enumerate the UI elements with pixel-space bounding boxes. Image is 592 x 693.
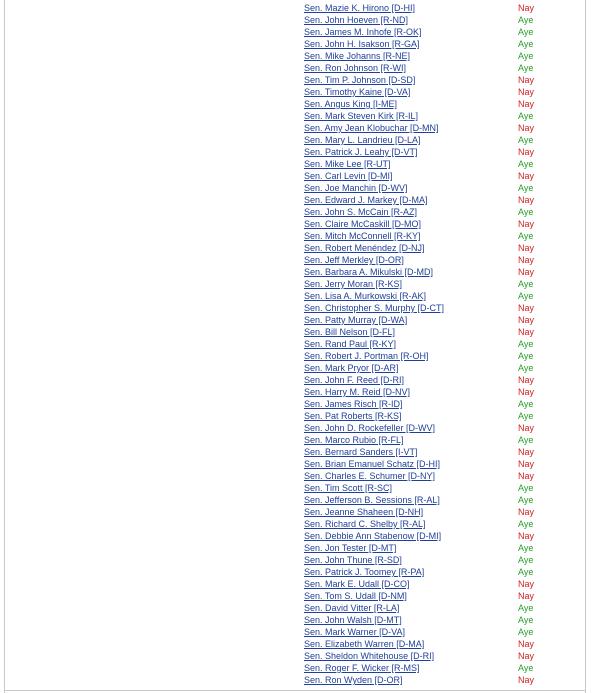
- vote-value: Aye: [518, 603, 534, 613]
- senator-link[interactable]: Sen. Mary L. Landrieu [D-LA]: [304, 135, 421, 145]
- senator-link[interactable]: Sen. Mitch McConnell [R-KY]: [304, 231, 421, 241]
- table-row: [304, 554, 574, 566]
- senator-link[interactable]: Sen. Pat Roberts [R-KS]: [304, 411, 402, 421]
- table-row: [304, 422, 574, 434]
- vote-value: Aye: [518, 339, 534, 349]
- vote-value: Aye: [518, 135, 534, 145]
- senator-link[interactable]: Sen. Timothy Kaine [D-VA]: [304, 87, 411, 97]
- table-row: [304, 674, 574, 686]
- vote-value: Nay: [518, 591, 535, 601]
- senator-link[interactable]: Sen. Debbie Ann Stabenow [D-MI]: [304, 531, 442, 541]
- table-row: [304, 662, 574, 674]
- table-row: [304, 638, 574, 650]
- vote-value: Nay: [518, 147, 535, 157]
- vote-value: Aye: [518, 39, 534, 49]
- table-row: [304, 338, 574, 350]
- senator-link[interactable]: Sen. Mark E. Udall [D-CO]: [304, 579, 410, 589]
- table-row: [304, 278, 574, 290]
- table-row: [304, 494, 574, 506]
- table-row: [304, 470, 574, 482]
- vote-value: Nay: [518, 315, 535, 325]
- senator-link[interactable]: Sen. Angus King [I-ME]: [304, 99, 398, 109]
- table-row: [304, 74, 574, 86]
- senator-link[interactable]: Sen. John Walsh [D-MT]: [304, 615, 402, 625]
- vote-value: Aye: [518, 15, 534, 25]
- vote-value: Nay: [518, 447, 535, 457]
- vote-value: Aye: [518, 231, 534, 241]
- table-row: [304, 266, 574, 278]
- vote-value: Nay: [518, 579, 535, 589]
- senator-link[interactable]: Sen. Bill Nelson [D-FL]: [304, 327, 396, 337]
- table-row: [304, 374, 574, 386]
- senator-link[interactable]: Sen. Jon Tester [D-MT]: [304, 543, 397, 553]
- vote-value: Aye: [518, 663, 534, 673]
- vote-value: Aye: [518, 291, 534, 301]
- table-row: [304, 62, 574, 74]
- table-row: [304, 350, 574, 362]
- senator-link[interactable]: Sen. Christopher S. Murphy [D-CT]: [304, 303, 445, 313]
- senator-link[interactable]: Sen. James M. Inhofe [R-OK]: [304, 27, 422, 37]
- table-row: [304, 158, 574, 170]
- senator-link[interactable]: Sen. Mark Pryor [D-AR]: [304, 363, 399, 373]
- table-row: [304, 530, 574, 542]
- senator-link[interactable]: Sen. Tom S. Udall [D-NM]: [304, 591, 407, 601]
- senator-link[interactable]: Sen. Lisa A. Murkowski [R-AK]: [304, 291, 427, 301]
- senator-link[interactable]: Sen. John Hoeven [R-ND]: [304, 15, 409, 25]
- table-row: [304, 362, 574, 374]
- table-row: [304, 410, 574, 422]
- table-row: [304, 434, 574, 446]
- vote-value: Aye: [518, 51, 534, 61]
- vote-value: Nay: [518, 171, 535, 181]
- senator-link[interactable]: Sen. Harry M. Reid [D-NV]: [304, 387, 411, 397]
- table-row: [304, 134, 574, 146]
- table-row: [304, 206, 574, 218]
- senator-link[interactable]: Sen. Patrick J. Toomey [R-PA]: [304, 567, 425, 577]
- vote-value: Nay: [518, 267, 535, 277]
- table-row: [304, 458, 574, 470]
- vote-value: Nay: [518, 675, 535, 685]
- senator-link[interactable]: Sen. Bernard Sanders [I-VT]: [304, 447, 418, 457]
- table-row: [304, 542, 574, 554]
- table-row: [304, 326, 574, 338]
- vote-value: Nay: [518, 327, 535, 337]
- senator-link[interactable]: Sen. Roger F. Wicker [R-MS]: [304, 663, 420, 673]
- table-row: [304, 650, 574, 662]
- senator-link[interactable]: Sen. John H. Isakson [R-GA]: [304, 39, 420, 49]
- table-row: [304, 254, 574, 266]
- senator-link[interactable]: Sen. Jefferson B. Sessions [R-AL]: [304, 495, 440, 505]
- table-row: [304, 518, 574, 530]
- table-row: [304, 566, 574, 578]
- senator-link[interactable]: Sen. Tim Scott [R-SC]: [304, 483, 393, 493]
- table-row: [304, 146, 574, 158]
- table-row: [304, 2, 574, 14]
- table-row: [304, 110, 574, 122]
- table-row: [304, 86, 574, 98]
- table-row: [304, 194, 574, 206]
- vote-value: Aye: [518, 63, 534, 73]
- table-row: [304, 314, 574, 326]
- senator-link[interactable]: Sen. Mark Warner [D-VA]: [304, 627, 406, 637]
- vote-value: Nay: [518, 219, 535, 229]
- vote-value: Nay: [518, 99, 535, 109]
- vote-value: Aye: [518, 27, 534, 37]
- table-row: [304, 230, 574, 242]
- table-row: [304, 386, 574, 398]
- senator-link[interactable]: Sen. Carl Levin [D-MI]: [304, 171, 393, 181]
- vote-table: [304, 2, 574, 686]
- table-row: [304, 398, 574, 410]
- senator-link[interactable]: Sen. Barbara A. Mikulski [D-MD]: [304, 267, 434, 277]
- table-row: [304, 182, 574, 194]
- table-row: [304, 482, 574, 494]
- senator-link[interactable]: Sen. Amy Jean Klobuchar [D-MN]: [304, 123, 439, 133]
- vote-value: Aye: [518, 159, 534, 169]
- senator-link[interactable]: Sen. Ron Johnson [R-WI]: [304, 63, 407, 73]
- senator-link[interactable]: Sen. Patty Murray [D-WA]: [304, 315, 408, 325]
- senator-link[interactable]: Sen. Mark Steven Kirk [R-IL]: [304, 111, 419, 121]
- senator-link[interactable]: Sen. Patrick J. Leahy [D-VT]: [304, 147, 418, 157]
- table-row: [304, 122, 574, 134]
- vote-value: Aye: [518, 279, 534, 289]
- senator-link[interactable]: Sen. David Vitter [R-LA]: [304, 603, 400, 613]
- vote-value: Aye: [518, 411, 534, 421]
- table-row: [304, 506, 574, 518]
- table-row: [304, 98, 574, 110]
- senator-link[interactable]: Sen. Charles E. Schumer [D-NY]: [304, 471, 436, 481]
- vote-value: Nay: [518, 123, 535, 133]
- senator-link[interactable]: Sen. Mazie K. Hirono [D-HI]: [304, 3, 416, 13]
- vote-value: Nay: [518, 87, 535, 97]
- table-row: [304, 602, 574, 614]
- vote-value: Aye: [518, 111, 534, 121]
- senator-link[interactable]: Sen. Robert J. Portman [R-OH]: [304, 351, 429, 361]
- vote-value: Nay: [518, 243, 535, 253]
- table-row: [304, 614, 574, 626]
- vote-value: Nay: [518, 471, 535, 481]
- table-row: [304, 290, 574, 302]
- senator-link[interactable]: Sen. Rand Paul [R-KY]: [304, 339, 397, 349]
- vote-value: Nay: [518, 387, 535, 397]
- right-border: [585, 0, 586, 693]
- table-row: [304, 446, 574, 458]
- table-row: [304, 626, 574, 638]
- senator-link[interactable]: Sen. Joe Manchin [D-WV]: [304, 183, 408, 193]
- vote-value: Aye: [518, 627, 534, 637]
- vote-value: Nay: [518, 507, 535, 517]
- senator-link[interactable]: Sen. John D. Rockefeller [D-WV]: [304, 423, 436, 433]
- vote-value: Aye: [518, 183, 534, 193]
- vote-value: Aye: [518, 555, 534, 565]
- vote-value: Nay: [518, 303, 535, 313]
- table-row: [304, 242, 574, 254]
- table-row: [304, 50, 574, 62]
- senator-link[interactable]: Sen. Marco Rubio [R-FL]: [304, 435, 404, 445]
- table-row: [304, 14, 574, 26]
- vote-value: Nay: [518, 651, 535, 661]
- bottom-border: [4, 690, 586, 691]
- table-row: [304, 170, 574, 182]
- vote-value: Aye: [518, 543, 534, 553]
- senator-link[interactable]: Sen. Tim P. Johnson [D-SD]: [304, 75, 416, 85]
- vote-value: Nay: [518, 195, 535, 205]
- vote-value: Nay: [518, 75, 535, 85]
- vote-value: Aye: [518, 495, 534, 505]
- senator-link[interactable]: Sen. Mike Lee [R-UT]: [304, 159, 391, 169]
- senator-link[interactable]: Sen. Sheldon Whitehouse [D-RI]: [304, 651, 435, 661]
- vote-value: Aye: [518, 363, 534, 373]
- left-border: [4, 0, 5, 693]
- senator-link[interactable]: Sen. John S. McCain [R-AZ]: [304, 207, 418, 217]
- table-row: [304, 590, 574, 602]
- vote-value: Aye: [518, 399, 534, 409]
- senator-link[interactable]: Sen. Mike Johanns [R-NE]: [304, 51, 411, 61]
- vote-value: Aye: [518, 207, 534, 217]
- senator-link[interactable]: Sen. James Risch [R-ID]: [304, 399, 403, 409]
- vote-value: Nay: [518, 459, 535, 469]
- vote-value: Aye: [518, 567, 534, 577]
- senator-link[interactable]: Sen. Richard C. Shelby [R-AL]: [304, 519, 426, 529]
- vote-value: Nay: [518, 375, 535, 385]
- table-row: [304, 302, 574, 314]
- senator-link[interactable]: Sen. Jerry Moran [R-KS]: [304, 279, 403, 289]
- senator-link[interactable]: Sen. Claire McCaskill [D-MO]: [304, 219, 422, 229]
- vote-value: Nay: [518, 639, 535, 649]
- senator-link[interactable]: Sen. Edward J. Markey [D-MA]: [304, 195, 428, 205]
- vote-value: Nay: [518, 423, 535, 433]
- vote-value: Nay: [518, 3, 535, 13]
- table-row: [304, 578, 574, 590]
- senator-link[interactable]: Sen. Elizabeth Warren [D-MA]: [304, 639, 425, 649]
- table-row: [304, 38, 574, 50]
- table-row: [304, 218, 574, 230]
- vote-value: Aye: [518, 435, 534, 445]
- senator-link[interactable]: Sen. Brian Emanuel Schatz [D-HI]: [304, 459, 441, 469]
- senator-link[interactable]: Sen. Ron Wyden [D-OR]: [304, 675, 403, 685]
- vote-value: Aye: [518, 519, 534, 529]
- table-row: [304, 26, 574, 38]
- vote-value: Aye: [518, 615, 534, 625]
- vote-value: Aye: [518, 483, 534, 493]
- vote-value: Nay: [518, 531, 535, 541]
- vote-value: Nay: [518, 255, 535, 265]
- senator-link[interactable]: Sen. Jeanne Shaheen [D-NH]: [304, 507, 424, 517]
- senator-link[interactable]: Sen. John F. Reed [D-RI]: [304, 375, 405, 385]
- senator-link[interactable]: Sen. Jeff Merkley [D-OR]: [304, 255, 404, 265]
- senator-link[interactable]: Sen. Robert Menéndez [D-NJ]: [304, 243, 425, 253]
- senator-link[interactable]: Sen. John Thune [R-SD]: [304, 555, 402, 565]
- vote-value: Aye: [518, 351, 534, 361]
